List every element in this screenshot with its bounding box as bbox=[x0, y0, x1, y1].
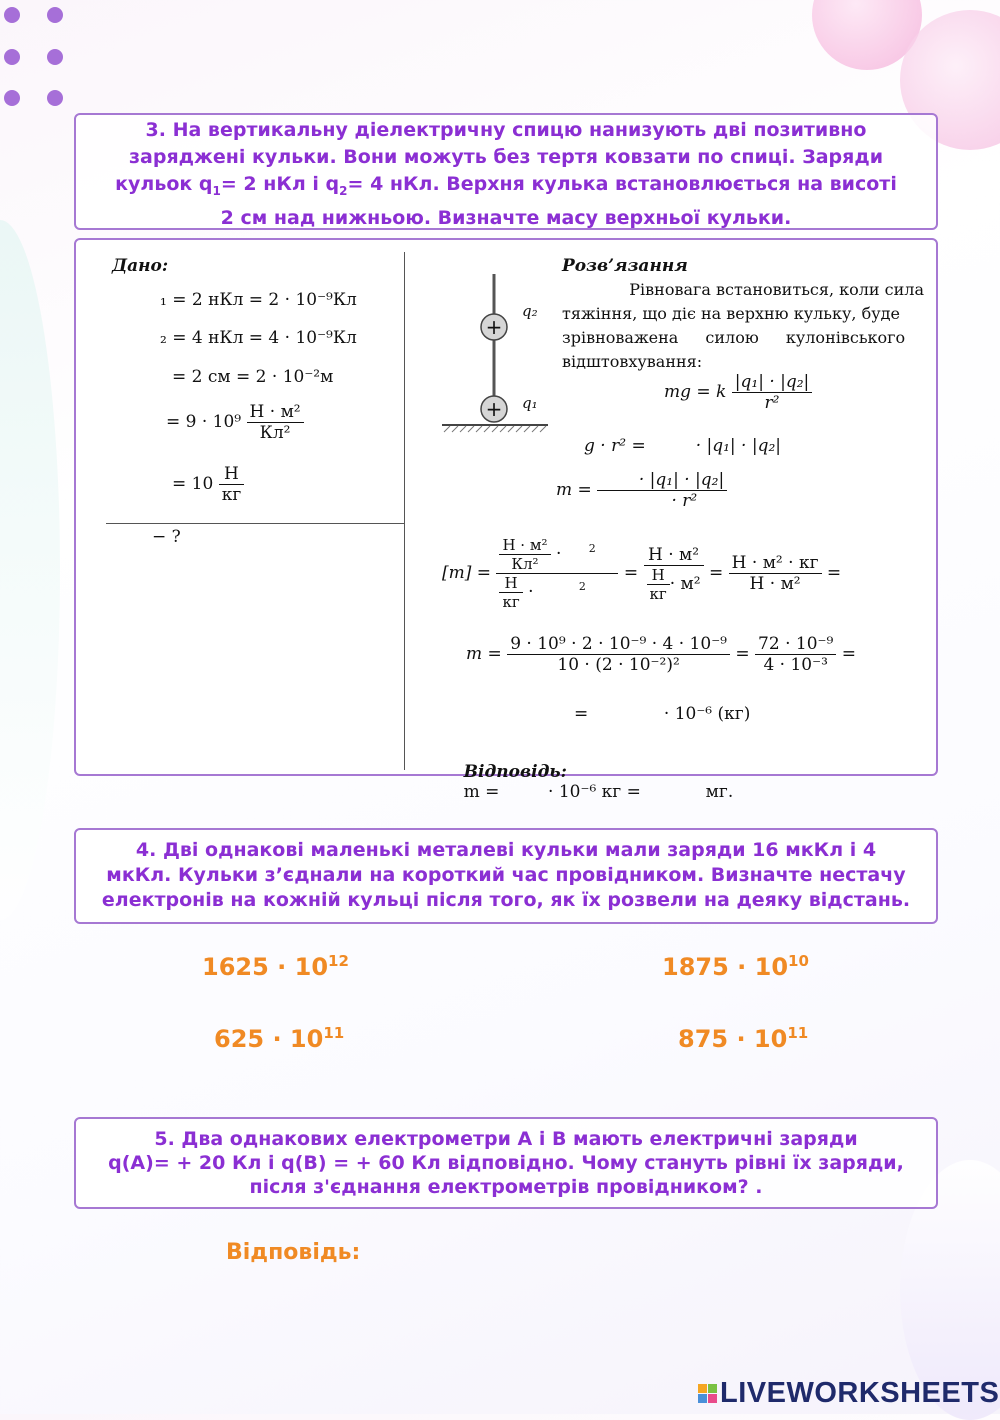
task4-statement bbox=[74, 828, 938, 924]
eq-result: = · 10⁻⁶ (кг) bbox=[574, 704, 751, 724]
given-find: − ? bbox=[152, 527, 181, 547]
given-g: = 10 $\frac{Н}{кг}$ bbox=[172, 464, 244, 505]
decor-bubble bbox=[0, 220, 60, 920]
given-q1: ₁ = 2 нКл = 2 · 10⁻⁹Кл bbox=[160, 290, 357, 310]
decor-dot bbox=[4, 7, 20, 23]
decor-dot bbox=[47, 90, 63, 106]
eq-newton: mg = k $\frac{\text{|q₁| · |q₂|}}{\text{r²}}$ bbox=[664, 372, 812, 413]
given-r: = 2 см = 2 · 10⁻²м bbox=[172, 367, 334, 387]
option-625e11[interactable]: $625 \cdot 10^{11}$ bbox=[214, 1024, 345, 1053]
solution-title: Розв’язання bbox=[562, 256, 688, 276]
given-q2: ₂ = 4 нКл = 4 · 10⁻⁹Кл bbox=[160, 328, 357, 348]
option-875e11[interactable]: $875 \cdot 10^{11}$ bbox=[678, 1024, 809, 1053]
task4-line: 4. Дві однакові маленькі металеві кульки мали заряди 16 мкКл і 4 bbox=[135, 839, 877, 861]
task5-statement bbox=[74, 1117, 938, 1209]
solution-box bbox=[74, 238, 938, 802]
task3-line: заряджені кульки. Вони можуть без тертя ковзати по спиці. Заряди bbox=[128, 146, 884, 168]
divider-vertical bbox=[404, 252, 405, 770]
answer-line: Відповідь: m = · 10⁻⁶ кг = мг. bbox=[463, 762, 734, 802]
task3-line: 3. На вертикальну діелектричну спицю нанизують дві позитивно bbox=[145, 119, 867, 141]
divider-horizontal bbox=[106, 523, 404, 524]
given-title: Дано: bbox=[112, 256, 169, 276]
task5-line: q(A)= + 20 Кл і q(B) = + 60 Кл відповідно. Чому стануть рівні їх заряди, bbox=[108, 1152, 904, 1174]
task4-line: мкКл. Кульки з’єднали на короткий час провідником. Визначте нестачу bbox=[106, 864, 906, 886]
eq-rearranged: g · r² = · |q₁| · |q₂| bbox=[584, 436, 782, 456]
option-1625e12[interactable]: $1625 \cdot 10^{12}$ bbox=[202, 952, 349, 981]
decor-dot bbox=[47, 49, 63, 65]
brand-logo[interactable] bbox=[698, 1378, 999, 1408]
solution-text: Рівновага встановиться, коли сила тяжіння, що діє на верхню кульку, буде зрівноважена силою кулонівського відштовхування: bbox=[562, 280, 924, 371]
given-k: = 9 · 10⁹ $\frac{\text{Н · м²}}{\text{Кл²}}$ bbox=[166, 402, 304, 443]
task3-line: 2 см над нижньою. Визначте масу верхньої кульки. bbox=[220, 206, 792, 229]
decor-dot bbox=[4, 49, 20, 65]
logo-icon bbox=[698, 1384, 717, 1403]
task3-statement bbox=[74, 113, 938, 230]
task4-line: електронів на кожній кульці після того, як їх розвели на деяку відстань. bbox=[101, 889, 911, 911]
eq-units: [m] = $\frac{\text{Н · м²}}{\text{Кл²}}$ · $^2$ $\frac{Н}{кг}$ · $^2$ = Н · м² $\frac{Н}{кг}$ · м² = $\frac{\text{Н · м² · кг}}{\text{Н · м²}}$ = bbox=[442, 536, 842, 611]
option-1875e10[interactable]: $1875 \cdot 10^{10}$ bbox=[662, 952, 809, 981]
plus-top: + bbox=[485, 315, 503, 339]
task3-line: кульок $q_1= 2$ нКл і $q_2= 4$ нКл. Верхня кулька встановлюється на висоті bbox=[115, 173, 897, 198]
decor-dot bbox=[4, 90, 20, 106]
task5-line: 5. Два однакових електрометри A і B мають електричні заряди bbox=[154, 1128, 858, 1150]
logo-text: LIVEWORKSHEETS bbox=[720, 1376, 1000, 1409]
label-q1: q₁ bbox=[522, 394, 538, 412]
charges-figure bbox=[440, 270, 560, 440]
plus-bottom: + bbox=[485, 397, 503, 421]
task5-answer-input[interactable] bbox=[372, 1236, 892, 1272]
task5-answer-label: Відповідь: bbox=[226, 1240, 361, 1265]
eq-numeric: m = $\frac{\text{9 · 10⁹ · 2 · 10⁻⁹ · 4 · 10⁻⁹}}{\text{10 · (2 · 10⁻²)²}}$ = $\frac{\text{72 · 10⁻⁹}}{\text{4 · 10⁻³}}$ = bbox=[466, 634, 856, 675]
label-q2: q₂ bbox=[522, 302, 538, 320]
task5-line: після з'єднання електрометрів провідником? . bbox=[249, 1176, 763, 1198]
eq-mass: m = $\frac{\text{· |q₁| · |q₂|}}{\text{· r²}}$ bbox=[556, 470, 727, 511]
decor-dot bbox=[47, 7, 63, 23]
